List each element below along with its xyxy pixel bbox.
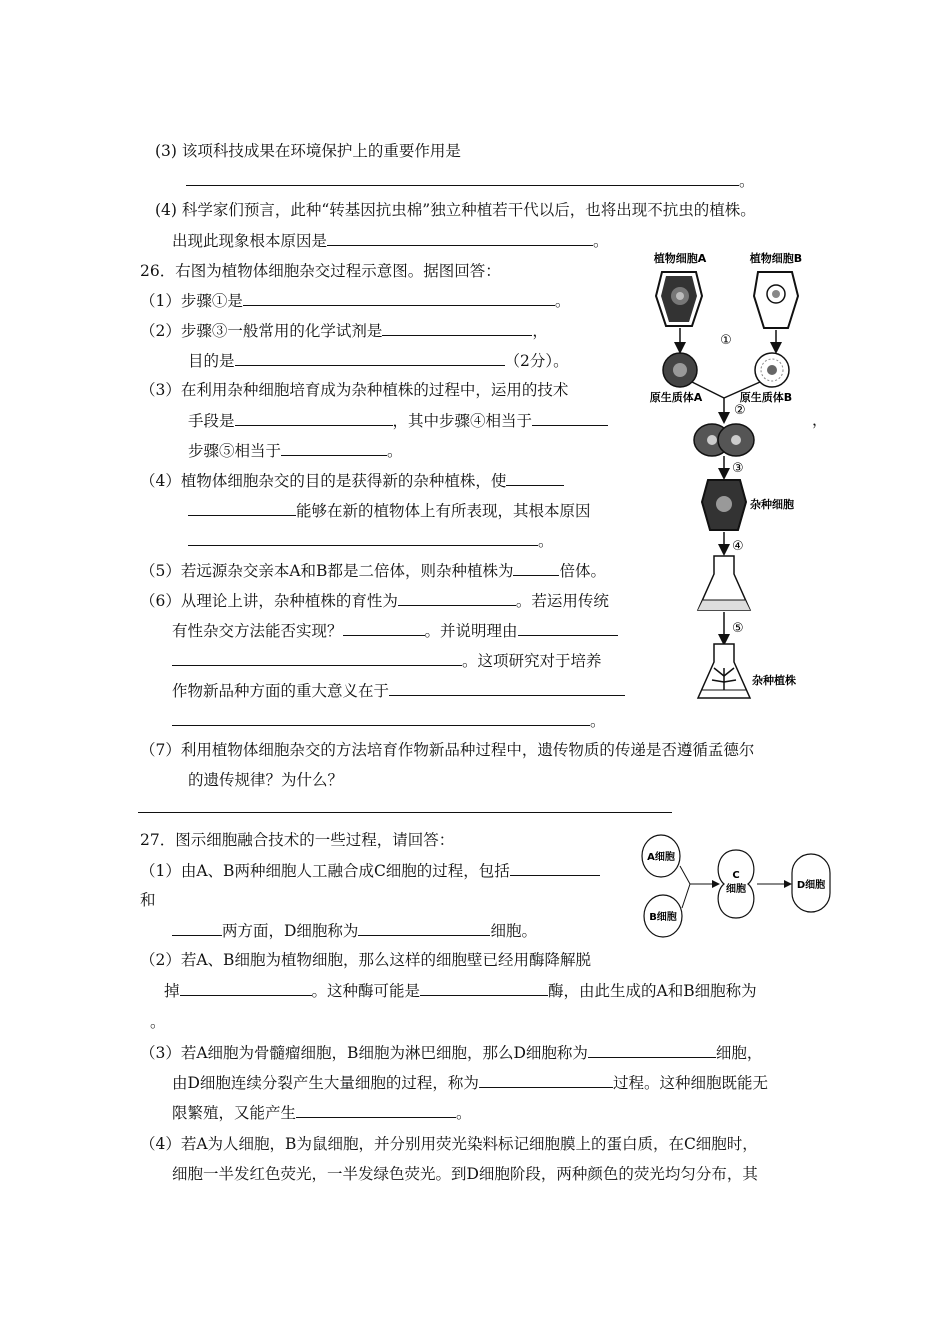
q26-part6-line3: 。这项研究对于培养 [172,650,602,671]
figure-label-hybrid-cell: 杂种细胞 [750,498,794,511]
answer-blank[interactable] [513,560,559,576]
q26-part3-line3: 步骤⑤相当于 。 [188,442,403,460]
hybrid-cell [702,480,746,530]
step-2-label: ② [734,403,746,418]
cell-b-label: B细胞 [649,912,677,923]
answer-blank[interactable] [420,980,548,996]
q27-part2-line1: （2）若A、B细胞为植物细胞，那么这样的细胞壁已经用酶降解脱 [140,951,591,969]
answer-blank[interactable] [389,680,625,696]
answer-blank[interactable] [188,530,538,546]
answer-blank[interactable] [188,500,296,516]
answer-blank[interactable] [296,1102,456,1118]
q26-part6-line4: 作物新品种方面的重大意义在于 [172,680,625,701]
answer-blank[interactable] [172,920,222,936]
q27-part3-line2: 由D细胞连续分裂产生大量细胞的过程，称为 过程。这种细胞既能无 [172,1074,768,1092]
q26-part3-line2: 手段是 ，其中步骤④相当于 [188,410,608,431]
cell-a-label: A细胞 [647,852,675,863]
answer-blank[interactable] [343,620,425,636]
q26-part6-line5: 。 [172,710,606,731]
q26-part7-line1: （7）利用植物体细胞杂交的方法培育作物新品种过程中，遗传物质的传递是否遵循孟德尔 [140,741,755,759]
step-5-label: ⑤ [732,621,744,636]
cell-c-label-2: 细胞 [726,884,746,895]
protoplast-a [663,353,697,387]
q27-part3-line3: 限繁殖，又能产生 。 [172,1104,472,1122]
q27-part4-line2: 细胞一半发红色荧光，一半发绿色荧光。到D细胞阶段，两种颜色的荧光均匀分布，其 [172,1165,758,1183]
answer-blank[interactable] [235,350,505,366]
q26-part3-line1: （3）在利用杂种细胞培育成为杂种植株的过程中，运用的技术 [140,381,569,399]
answer-blank[interactable] [382,320,532,336]
step-1-label: ① [720,333,732,348]
fusing-protoplasts [694,424,754,456]
answer-blank[interactable] [180,980,312,996]
q26-part4-line3: 。 [188,530,554,551]
q25-part3-blank-line[interactable]: 。 [186,170,755,191]
figure-label-hybrid-plant: 杂种植株 [752,674,796,687]
q26-part3-line2-end: ， [812,411,828,429]
q27-part2-line3: 。 [150,1013,166,1031]
answer-blank[interactable] [281,440,387,456]
figure-label-protoplast-a: 原生质体A [649,391,703,404]
cell-c-label-1: C [732,870,740,881]
q26-part2-line2: 目的是 （2分）。 [188,352,569,370]
answer-blank[interactable] [506,470,564,486]
q26-title: 26．右图为植物体细胞杂交过程示意图。据图回答： [140,262,501,280]
answer-blank[interactable] [235,410,393,426]
q25-part3-text: (3) 该项科技成果在环境保护上的重要作用是 [155,142,461,160]
q26-part6-line1: （6）从理论上讲，杂种植株的育性为 。若运用传统 [140,592,609,610]
q27-part4-line1: （4）若A为人细胞，B为鼠细胞，并分别用荧光染料标记细胞膜上的蛋白质，在C细胞时， [140,1135,758,1153]
q27-part2-line2: 掉 。这种酶可能是 酶，由此生成的A和B细胞称为 [164,982,757,1000]
q27-part3-line1: （3）若A细胞为骨髓瘤细胞，B细胞为淋巴细胞，那么D细胞称为 细胞， [140,1044,763,1062]
cell-hybridization-figure [640,248,840,708]
answer-blank[interactable] [358,920,490,936]
q27-title: 27．图示细胞融合技术的一些过程，请回答： [140,831,455,849]
answer-blank[interactable] [532,410,608,426]
q25-part4-line2: 出现此现象根本原因是 。 [172,232,609,250]
q26-part4-line1: （4）植物体细胞杂交的目的是获得新的杂种植株，使 [140,470,564,491]
q27-part1-line2: 和 [140,891,156,909]
q25-part3 [155,141,461,161]
cell-d-label: D细胞 [796,880,826,891]
q25-part4-line1: (4) 科学家们预言，此种“转基因抗虫棉”独立种植若干代以后，也将出现不抗虫的植株。 [155,201,756,219]
q26-part6-line2: 有性杂交方法能否实现？ 。并说明理由 [172,620,618,641]
figure-label-protoplast-b: 原生质体B [739,391,793,404]
cell-fusion-figure [640,832,840,944]
answer-blank[interactable] [588,1042,716,1058]
protoplast-b [755,353,789,387]
answer-blank[interactable] [510,860,600,876]
q26-part5: （5）若远源杂交亲本A和B都是二倍体，则杂种植株为 倍体。 [140,562,606,580]
figure-label-cell-a: 植物细胞A [653,252,707,265]
answer-blank[interactable] [172,650,462,666]
answer-blank[interactable] [327,230,593,246]
answer-blank[interactable] [243,290,555,306]
q26-part4-line2: 能够在新的植物体上有所表现，其根本原因 [188,500,591,521]
step-3-label: ③ [732,461,744,476]
step-4-label: ④ [732,539,744,554]
answer-blank[interactable] [479,1072,613,1088]
q26-part2-line1: （2）步骤③一般常用的化学试剂是 ， [140,322,548,340]
culture-flask [698,556,750,610]
hybrid-plant-flask [698,644,750,698]
answer-blank[interactable] [172,710,590,726]
q26-part7-line2: 的遗传规律？为什么？ [188,771,344,789]
q26-part7-answer-line[interactable] [138,812,672,813]
plant-cell-a [656,272,702,326]
figure-label-cell-b: 植物细胞B [749,252,803,265]
q27-part1-line3: 两方面，D细胞称为 细胞。 [172,920,537,941]
q27-part1-line1: （1）由A、B两种细胞人工融合成C细胞的过程，包括 [140,860,600,881]
plant-cell-b [754,272,798,328]
answer-blank[interactable] [518,620,618,636]
q26-part1: （1）步骤①是 。 [140,292,571,310]
answer-blank[interactable] [398,590,516,606]
